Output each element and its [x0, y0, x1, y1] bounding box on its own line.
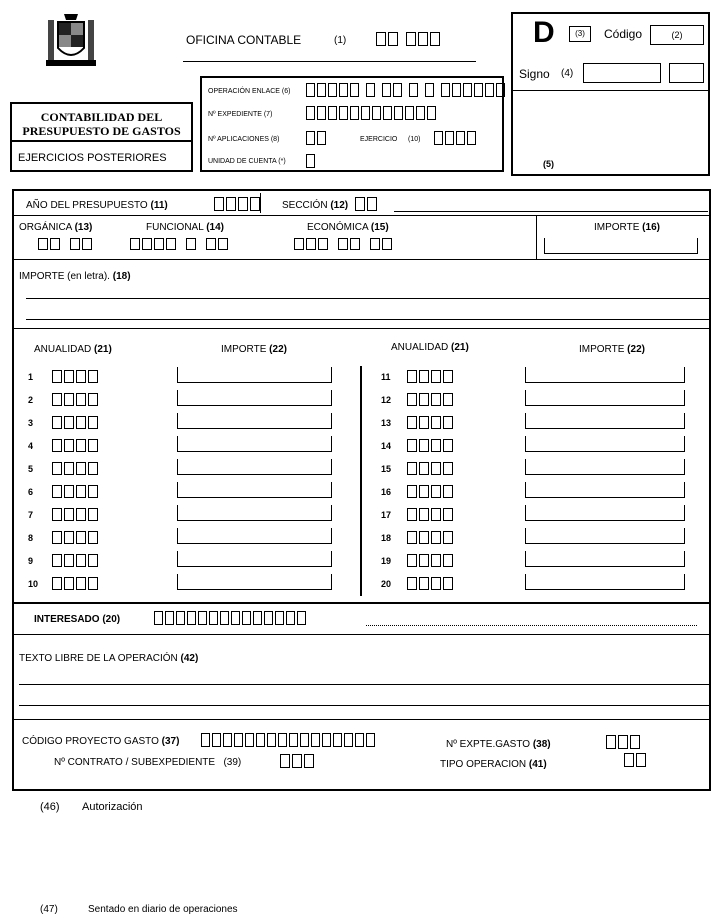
- row3-divider: [14, 328, 709, 329]
- contabilidad-divider: [12, 140, 191, 142]
- seccion-underline: [394, 211, 708, 212]
- annual-year-boxes[interactable]: [407, 416, 453, 429]
- annual-year-boxes[interactable]: [407, 393, 453, 406]
- texto-libre-label: [19, 653, 198, 664]
- annual-year-boxes[interactable]: [407, 531, 453, 544]
- codigo-field[interactable]: (2): [650, 25, 704, 45]
- autorizacion-label: Autorización: [82, 801, 143, 813]
- annual-year-boxes[interactable]: [407, 439, 453, 452]
- codigo-proyecto-text: CÓDIGO PROYECTO GASTO: [22, 736, 159, 747]
- annual-year-boxes[interactable]: [407, 485, 453, 498]
- economica-text: ECONÓMICA: [307, 222, 369, 233]
- signo-field[interactable]: [583, 63, 661, 83]
- anualidad-header-right: [391, 342, 469, 353]
- annual-importe-field[interactable]: [177, 482, 332, 498]
- seccion-num: (12): [330, 200, 349, 211]
- interesado-dotted-line[interactable]: [366, 625, 697, 626]
- annual-year-boxes[interactable]: [52, 577, 98, 590]
- main-form-box: [12, 189, 711, 791]
- annual-importe-field[interactable]: [177, 528, 332, 544]
- annual-row-number: 11: [381, 372, 391, 382]
- annual-row-number: 2: [28, 395, 34, 405]
- coat-of-arms-emblem: [44, 12, 98, 70]
- annual-row-number: 5: [28, 464, 34, 474]
- funcional-label: [146, 222, 224, 233]
- importe-header-left: [221, 344, 287, 355]
- contabilidad-title-1: CONTABILIDAD DEL: [40, 110, 163, 124]
- sentado-label: Sentado en diario de operaciones: [88, 904, 238, 915]
- tipo-operacion-num: (41): [528, 759, 547, 770]
- row6-divider: [14, 719, 709, 720]
- expte-gasto-num: (38): [532, 739, 551, 750]
- annual-importe-field[interactable]: [177, 459, 332, 475]
- contabilidad-box: [10, 102, 193, 172]
- importe-letra-line-1[interactable]: [26, 298, 709, 299]
- interesado-boxes[interactable]: [154, 611, 306, 625]
- annual-importe-field[interactable]: [525, 436, 685, 452]
- annual-importe-field[interactable]: [177, 574, 332, 590]
- expediente-boxes[interactable]: [306, 106, 436, 120]
- contrato-boxes[interactable]: [280, 754, 314, 768]
- importe-text-left: IMPORTE: [221, 344, 267, 355]
- organica-boxes[interactable]: [38, 238, 92, 250]
- contabilidad-title-2: PRESUPUESTO DE GASTOS: [22, 124, 181, 138]
- anio-boxes[interactable]: [214, 197, 260, 211]
- operacion-box: [200, 76, 504, 172]
- signo-num: (4): [561, 68, 574, 79]
- importe-letra-text: IMPORTE (en letra).: [19, 271, 110, 282]
- annual-importe-field[interactable]: [525, 413, 685, 429]
- importe-num-right: (22): [627, 344, 645, 355]
- annual-importe-field[interactable]: [177, 413, 332, 429]
- expte-gasto-text: Nº EXPTE.GASTO: [446, 739, 531, 750]
- anualidad-text-left: ANUALIDAD: [34, 344, 92, 355]
- anio-text: AÑO DEL PRESUPUESTO: [26, 200, 148, 211]
- ejercicio-num: (10): [408, 136, 421, 143]
- interesado-num: (20): [102, 614, 121, 625]
- texto-libre-text: TEXTO LIBRE DE LA OPERACIÓN: [19, 653, 178, 664]
- oficina-underline: [183, 61, 476, 62]
- interesado-text: INTERESADO: [34, 614, 100, 625]
- annual-row-number: 18: [381, 533, 392, 543]
- annual-year-boxes[interactable]: [407, 577, 453, 590]
- annual-importe-field[interactable]: [177, 551, 332, 567]
- annual-importe-field[interactable]: [177, 390, 332, 406]
- annual-importe-field[interactable]: [177, 436, 332, 452]
- ejercicio-boxes[interactable]: [434, 131, 476, 145]
- importe-letra-label: [19, 271, 131, 282]
- importe16-num: (16): [642, 222, 660, 233]
- annual-importe-field[interactable]: [525, 367, 685, 383]
- expediente-label: Nº EXPEDIENTE (7): [208, 111, 273, 118]
- row5-divider: [14, 634, 709, 635]
- unidad-cuenta-label: UNIDAD DE CUENTA (*): [208, 158, 286, 165]
- importe-num-left: (22): [269, 344, 287, 355]
- annual-row-number: 16: [381, 487, 392, 497]
- expte-gasto-label: [446, 739, 551, 750]
- seccion-boxes[interactable]: [355, 197, 377, 211]
- codigo-proyecto-num: (37): [161, 736, 180, 747]
- annual-row-number: 6: [28, 487, 34, 497]
- importe-header-right: [579, 344, 645, 355]
- op-enlace-label: OPERACIÓN ENLACE (6): [208, 88, 291, 95]
- annual-importe-field[interactable]: [525, 390, 685, 406]
- annual-row-number: 4: [28, 441, 34, 451]
- importe16-text: IMPORTE: [594, 222, 640, 233]
- unidad-cuenta-box[interactable]: [306, 154, 315, 168]
- annual-importe-field[interactable]: [525, 482, 685, 498]
- funcional-text: FUNCIONAL: [146, 222, 204, 233]
- annual-year-boxes[interactable]: [407, 462, 453, 475]
- contrato-label: [54, 757, 241, 768]
- texto-libre-line-2[interactable]: [19, 705, 709, 706]
- doc-type-letter: D: [533, 16, 555, 49]
- annual-year-boxes[interactable]: [52, 416, 98, 429]
- annual-importe-field[interactable]: [525, 459, 685, 475]
- anualidad-num-right: (21): [451, 342, 469, 353]
- annual-row-number: 20: [381, 579, 392, 589]
- doc-type-divider: [513, 90, 708, 91]
- importe16-divider: [536, 215, 537, 259]
- tipo-operacion-text: TIPO OPERACION: [440, 759, 527, 770]
- signo-label: Signo: [519, 67, 550, 81]
- annual-importe-field[interactable]: [525, 574, 685, 590]
- funcional-boxes[interactable]: [130, 238, 228, 250]
- economica-num: (15): [370, 222, 389, 233]
- oficina-contable-boxes[interactable]: [376, 32, 440, 46]
- organica-text: ORGÁNICA: [19, 222, 72, 233]
- aplicaciones-boxes[interactable]: [306, 131, 326, 145]
- annual-year-boxes[interactable]: [52, 508, 98, 521]
- ejercicio-label: EJERCICIO: [360, 136, 398, 143]
- expte-gasto-boxes[interactable]: [606, 735, 640, 749]
- annual-row-number: 15: [381, 464, 392, 474]
- anualidad-header-left: [34, 344, 112, 355]
- op-enlace-boxes[interactable]: [306, 83, 505, 97]
- organica-num: (13): [74, 222, 93, 233]
- annual-year-boxes[interactable]: [52, 485, 98, 498]
- funcional-num: (14): [206, 222, 224, 233]
- importe16-label: [594, 222, 660, 233]
- field5-label: (5): [543, 159, 554, 169]
- annual-importe-field[interactable]: [525, 505, 685, 521]
- row2-divider: [14, 259, 709, 260]
- aplicaciones-label: Nº APLICACIONES (8): [208, 136, 280, 143]
- importe-letra-num: (18): [112, 271, 131, 282]
- annual-year-boxes[interactable]: [52, 554, 98, 567]
- texto-libre-line-1[interactable]: [19, 684, 709, 685]
- row4-divider: [14, 602, 709, 604]
- interesado-label: [34, 614, 120, 625]
- annual-year-boxes[interactable]: [52, 393, 98, 406]
- annual-row-number: 10: [28, 579, 39, 589]
- anualidad-text-right: ANUALIDAD: [391, 342, 449, 353]
- annual-year-boxes[interactable]: [407, 370, 453, 383]
- codigo-proyecto-label: [22, 736, 179, 747]
- annual-importe-field[interactable]: [525, 551, 685, 567]
- annual-year-boxes[interactable]: [407, 508, 453, 521]
- annual-importe-field[interactable]: [525, 528, 685, 544]
- annual-importe-field[interactable]: [177, 367, 332, 383]
- annual-importe-field[interactable]: [177, 505, 332, 521]
- annual-row-number: 9: [28, 556, 34, 566]
- importe16-field[interactable]: [544, 238, 698, 254]
- annual-row-number: 8: [28, 533, 34, 543]
- importe-letra-line-2[interactable]: [26, 319, 709, 320]
- annual-column-divider: [360, 366, 362, 596]
- oficina-contable-label: OFICINA CONTABLE: [186, 33, 302, 47]
- annual-row-number: 17: [381, 510, 392, 520]
- annual-year-boxes[interactable]: [52, 531, 98, 544]
- annual-row-number: 12: [381, 395, 392, 405]
- annual-row-number: 7: [28, 510, 34, 520]
- texto-libre-num: (42): [180, 653, 199, 664]
- anualidad-num-left: (21): [94, 344, 112, 355]
- annual-row-number: 3: [28, 418, 34, 428]
- contrato-text: Nº CONTRATO / SUBEXPEDIENTE: [54, 757, 216, 768]
- annual-year-boxes[interactable]: [52, 370, 98, 383]
- economica-label: [307, 222, 389, 233]
- doc-type-num-box[interactable]: (3): [569, 26, 591, 42]
- anio-seccion-divider: [260, 193, 261, 213]
- codigo-label: Código: [604, 27, 643, 41]
- seccion-label: [282, 200, 348, 211]
- annual-row-number: 13: [381, 418, 392, 428]
- ejercicios-posteriores: EJERCICIOS POSTERIORES: [18, 152, 167, 164]
- document-type-box: [511, 12, 710, 176]
- annual-row-number: 19: [381, 556, 392, 566]
- codigo-proyecto-boxes[interactable]: [201, 733, 375, 747]
- economica-boxes[interactable]: [294, 238, 392, 250]
- annual-row-number: 1: [28, 372, 34, 382]
- annual-row-number: 14: [381, 441, 392, 451]
- annual-year-boxes[interactable]: [52, 439, 98, 452]
- autorizacion-num: (46): [40, 801, 60, 813]
- tipo-operacion-label: [440, 759, 547, 770]
- signo-field-2[interactable]: [669, 63, 704, 83]
- sentado-num: (47): [40, 904, 58, 915]
- annual-year-boxes[interactable]: [52, 462, 98, 475]
- organica-label: [19, 222, 92, 233]
- annual-year-boxes[interactable]: [407, 554, 453, 567]
- row1-divider: [14, 215, 709, 216]
- contrato-num: (39): [223, 757, 242, 768]
- seccion-text: SECCIÓN: [282, 200, 328, 211]
- tipo-operacion-boxes[interactable]: [624, 753, 646, 767]
- importe-text-right: IMPORTE: [579, 344, 625, 355]
- oficina-contable-num: (1): [334, 35, 347, 46]
- anio-num: (11): [150, 200, 168, 211]
- anio-label: [26, 200, 168, 211]
